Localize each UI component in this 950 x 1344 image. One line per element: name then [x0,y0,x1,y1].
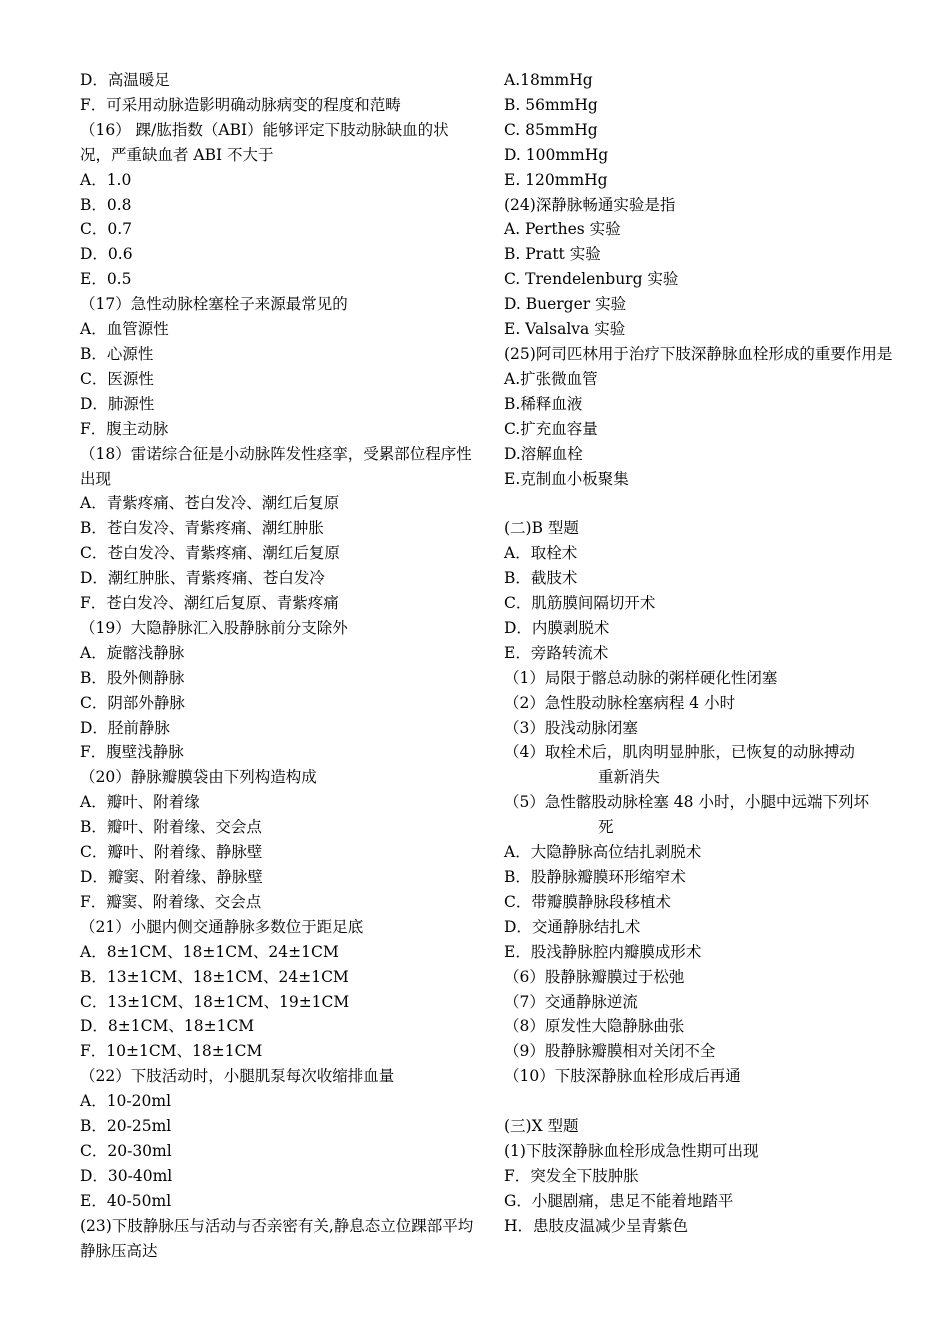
text-line: F．10±1CM、18±1CM [80,1042,263,1061]
text-line: （18）雷诺综合征是小动脉阵发性痉挛，受累部位程序性出现 [80,444,472,488]
text-line: C．0.7 [80,220,133,239]
text-line: A.18mmHg [504,71,593,89]
text-line: D．高温暖足 [80,71,170,89]
text-line: D. Buerger 实验 [504,295,627,314]
text-line: （1）局限于髂总动脉的粥样硬化性闭塞 [504,668,778,687]
text-line: F．苍白发冷、潮红后复原、青紫疼痛 [80,594,339,613]
text-line: （16） 踝/肱指数（ABI）能够评定下肢动脉缺血的状况，严重缺血者 ABI 不大于 [80,120,449,164]
text-line: D．瓣窦、附着缘、静脉壁 [80,868,263,886]
text-line: G．小腿剧痛，患足不能着地踏平 [504,1191,734,1210]
text-line: C．肌筋膜间隔切开术 [504,594,656,613]
text-line: E. 120mmHg [504,170,608,189]
text-line: 重新消失 [598,768,661,787]
text-line: (25)阿司匹林用于治疗下肢深静脉血栓形成的重要作用是 [504,344,893,363]
text-line: (1)下肢深静脉血栓形成急性期可出现 [504,1141,759,1160]
text-line: D．30-40ml [80,1166,173,1185]
text-line: C．苍白发冷、青紫疼痛、潮红后复原 [80,544,340,563]
text-line: C．瓣叶、附着缘、静脉壁 [80,843,263,862]
text-line: F．突发全下肢肿胀 [504,1166,639,1185]
text-line: （22）下肢活动时，小腿肌泵每次收缩排血量 [80,1067,395,1086]
text-line: A．1.0 [80,170,132,189]
text-line: E．股浅静脉腔内瓣膜成形术 [504,942,702,961]
text-line: (三)X 型题 [504,1117,579,1136]
text-line [504,491,904,516]
text-line: B．0.8 [80,195,132,214]
text-line: H．患肢皮温减少呈青紫色 [504,1216,689,1235]
text-line: F．腹主动脉 [80,419,169,438]
text-line: C. 85mmHg [504,120,598,139]
text-line: （21）小腿内侧交通静脉多数位于距足底 [80,917,364,936]
text-line: D．胫前静脉 [80,718,170,737]
text-line: E．40-50ml [80,1191,172,1210]
text-line: (24)深静脉畅通实验是指 [504,195,676,214]
text-line: F．瓣窦、附着缘、交会点 [80,892,262,911]
text-line: A．大隐静脉高位结扎剥脱术 [504,843,702,862]
text-line: 死 [598,818,614,837]
text-line: A．10-20ml [80,1092,172,1111]
text-line: A．血管源性 [80,320,169,339]
text-line: (二)B 型题 [504,519,579,538]
text-line: E．0.5 [80,270,132,289]
text-line: （6）股静脉瓣膜过于松弛 [504,967,685,986]
text-line: （7）交通静脉逆流 [504,992,638,1011]
text-line: C．带瓣膜静脉段移植术 [504,892,671,911]
text-line: B．20-25ml [80,1117,172,1136]
text-line: E. Valsalva 实验 [504,320,626,339]
text-line: A．青紫疼痛、苍白发冷、潮红后复原 [80,494,340,513]
text-line: （5）急性髂股动脉栓塞 48 小时，小腿中远端下列坏 [504,793,869,812]
text-line: C．13±1CM、18±1CM、19±1CM [80,992,350,1011]
right-column [504,68,904,1239]
text-line: E．旁路转流术 [504,643,609,662]
text-line: B．截肢术 [504,569,578,588]
text-line: D．肺源性 [80,394,155,413]
text-line [504,1089,904,1114]
text-line: A．8±1CM、18±1CM、24±1CM [80,942,339,961]
text-line: （2）急性股动脉栓塞病程 4 小时 [504,693,736,712]
text-line: D．内膜剥脱术 [504,618,610,637]
text-line: B.稀释血液 [504,394,583,413]
text-line: D．8±1CM、18±1CM [80,1017,255,1036]
text-line: E.克制血小板聚集 [504,469,629,488]
text-line: （19）大隐静脉汇入股静脉前分支除外 [80,618,348,637]
text-line: （3）股浅动脉闭塞 [504,718,638,737]
text-line: D．交通静脉结扎术 [504,917,641,936]
left-column [80,68,475,1264]
text-line: D.溶解血栓 [504,444,583,463]
text-line: B．心源性 [80,344,154,363]
text-line: C．医源性 [80,369,154,388]
text-line: F．腹壁浅静脉 [80,743,184,762]
text-line: D．0.6 [80,245,133,264]
text-line: A．取栓术 [504,544,578,563]
text-line: B．瓣叶、附着缘、交会点 [80,818,262,837]
text-line: B. 56mmHg [504,95,598,114]
text-line: B．股外侧静脉 [80,668,185,687]
text-line: （9）股静脉瓣膜相对关闭不全 [504,1042,716,1061]
text-line: D. 100mmHg [504,145,609,164]
text-line: C. Trendelenburg 实验 [504,270,679,289]
text-line: C.扩充血容量 [504,419,598,438]
text-line: B．13±1CM、18±1CM、24±1CM [80,967,349,986]
text-line: C．20-30ml [80,1141,172,1160]
text-line: F．可采用动脉造影明确动脉病变的程度和范畴 [80,95,401,114]
text-line: A．瓣叶、附着缘 [80,793,200,812]
text-line: （4）取栓术后，肌肉明显肿胀，已恢复的动脉搏动 [504,743,855,762]
text-line: C．阴部外静脉 [80,693,185,712]
text-line: （17）急性动脉栓塞栓子来源最常见的 [80,295,348,314]
text-line: A.扩张微血管 [504,369,598,388]
text-line: （10）下肢深静脉血栓形成后再通 [504,1067,741,1086]
text-line: B. Pratt 实验 [504,245,601,264]
text-line: A. Perthes 实验 [504,220,621,239]
text-line: （20）静脉瓣膜袋由下列构造构成 [80,768,317,787]
text-line: D．潮红肿胀、青紫疼痛、苍白发冷 [80,569,325,588]
text-line: （8）原发性大隐静脉曲张 [504,1017,685,1036]
text-line: B．苍白发冷、青紫疼痛、潮红肿胀 [80,519,324,538]
text-line: (23)下肢静脉压与活动与否亲密有关,静息态立位踝部平均静脉压高达 [80,1216,474,1260]
text-line: A．旋髂浅静脉 [80,643,185,662]
text-line: B．股静脉瓣膜环形缩窄术 [504,867,686,886]
